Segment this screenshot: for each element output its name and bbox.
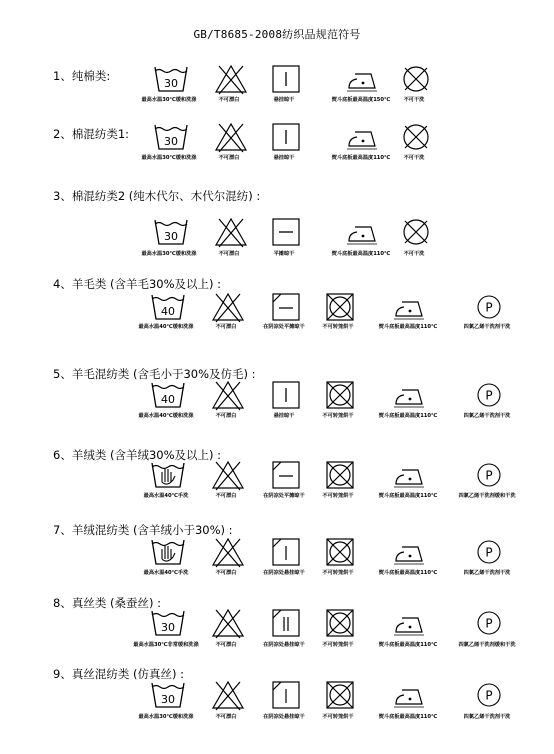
section-heading: 7、羊绒混纺类 (含羊绒小于30%) : bbox=[53, 523, 233, 537]
dryclean-solvent-letter: P bbox=[485, 545, 493, 560]
section-heading: 4、羊毛类 (含羊毛30%及以上) : bbox=[53, 277, 222, 291]
symbol-caption: 在阴凉处悬挂晾干 bbox=[263, 714, 305, 720]
symbol-caption: 熨斗底板最高温度110℃ bbox=[378, 570, 438, 576]
symbol-caption: 不可转笼烘干 bbox=[322, 493, 354, 499]
symbol-caption: 在阴凉处悬挂晾干 bbox=[263, 570, 305, 576]
symbol-caption: 最高水温30℃缓和洗涤 bbox=[141, 155, 197, 161]
symbol-caption: 悬挂晾干 bbox=[273, 155, 295, 161]
iron-dot-icon bbox=[390, 537, 430, 567]
symbol-caption: 熨斗底板最高温度110℃ bbox=[378, 714, 438, 720]
symbol-caption: 不可干洗 bbox=[403, 97, 425, 103]
no-tumble-icon bbox=[320, 380, 360, 410]
no-bleach-icon bbox=[208, 537, 248, 567]
iron-dot-icon bbox=[390, 608, 430, 638]
wash-temperature-value: 40 bbox=[161, 305, 175, 318]
symbol-caption: 不可漂白 bbox=[218, 97, 240, 103]
iron-dot-icon bbox=[390, 292, 430, 322]
wash-temperature-value: 30 bbox=[161, 621, 175, 634]
symbol-caption: 平摊晾干 bbox=[273, 251, 295, 257]
symbol-caption: 不可转笼烘干 bbox=[322, 714, 354, 720]
symbol-caption: 不可漂白 bbox=[218, 251, 240, 257]
iron-dot-icon bbox=[343, 217, 383, 247]
shade-drip-dry-icon bbox=[266, 680, 306, 710]
wash-temperature-value: 30 bbox=[164, 77, 178, 90]
no-bleach-icon bbox=[208, 608, 248, 638]
washtub-icon bbox=[148, 292, 188, 322]
iron-dot-icon bbox=[343, 64, 383, 94]
washtub-icon bbox=[151, 217, 191, 247]
no-dryclean-icon bbox=[396, 64, 436, 94]
symbol-caption: 最高水温40℃手洗 bbox=[143, 493, 189, 499]
no-tumble-icon bbox=[320, 537, 360, 567]
section-heading: 8、真丝类 (桑蚕丝) : bbox=[53, 596, 161, 610]
symbol-caption: 不可干洗 bbox=[403, 251, 425, 257]
no-bleach-icon bbox=[211, 64, 251, 94]
no-bleach-icon bbox=[208, 460, 248, 490]
no-bleach-icon bbox=[211, 217, 251, 247]
symbol-caption: 不可漂白 bbox=[218, 155, 240, 161]
symbol-caption: 四氯乙烯干洗剂缓和干洗 bbox=[458, 493, 516, 499]
drip-dry-icon bbox=[266, 64, 306, 94]
no-dryclean-icon bbox=[396, 122, 436, 152]
iron-dot-icon bbox=[390, 680, 430, 710]
dryclean-solvent-letter: P bbox=[485, 616, 493, 631]
washtub-icon bbox=[148, 608, 188, 638]
symbol-caption: 在阴凉处平摊晾干 bbox=[263, 324, 305, 330]
symbol-caption: 最高水温30℃缓和洗涤 bbox=[141, 251, 197, 257]
symbol-caption: 最高水温30℃缓和洗涤 bbox=[138, 714, 194, 720]
symbol-caption: 不可漂白 bbox=[215, 570, 237, 576]
drip-dry-icon bbox=[266, 122, 306, 152]
dryclean-p-icon bbox=[469, 292, 509, 322]
wash-temperature-value: 30 bbox=[164, 135, 178, 148]
section-heading: 3、棉混纺类2 (纯木代尔、木代尔混纺) : bbox=[53, 189, 261, 203]
symbol-caption: 不可转笼烘干 bbox=[322, 324, 354, 330]
flat-dry-icon bbox=[266, 217, 306, 247]
shade-flat-dry-icon bbox=[266, 460, 306, 490]
wash-temperature-value: 30 bbox=[161, 693, 175, 706]
symbol-caption: 不可漂白 bbox=[215, 642, 237, 648]
dryclean-p-icon bbox=[469, 608, 509, 638]
no-bleach-icon bbox=[208, 380, 248, 410]
shade-flat-dry-icon bbox=[266, 292, 306, 322]
washtub-icon bbox=[151, 64, 191, 94]
symbol-caption: 最高水温40℃缓和洗涤 bbox=[138, 413, 194, 419]
symbol-caption: 熨斗底板最高温度110℃ bbox=[378, 642, 438, 648]
symbol-caption: 熨斗底板最高温度110℃ bbox=[378, 324, 438, 330]
section-heading: 6、羊绒类 (含羊绒30%及以上) : bbox=[53, 448, 222, 462]
dryclean-p-icon bbox=[469, 680, 509, 710]
symbol-caption: 不可漂白 bbox=[215, 714, 237, 720]
no-bleach-icon bbox=[208, 680, 248, 710]
handwash-icon bbox=[148, 537, 188, 567]
symbol-caption: 在阴凉处悬挂晾干 bbox=[263, 642, 305, 648]
symbol-caption: 最高水温40℃手洗 bbox=[143, 570, 189, 576]
shade-drip-dry-icon bbox=[266, 537, 306, 567]
symbol-caption: 不可漂白 bbox=[215, 413, 237, 419]
drip-dry-icon bbox=[266, 380, 306, 410]
iron-dot-icon bbox=[390, 380, 430, 410]
symbol-caption: 熨斗底板最高温度110℃ bbox=[378, 493, 438, 499]
symbol-caption: 熨斗底板最高温度110℃ bbox=[331, 155, 391, 161]
washtub-icon bbox=[148, 380, 188, 410]
symbol-caption: 熨斗底板最高温度150℃ bbox=[331, 97, 391, 103]
symbol-caption: 最高水温40℃缓和洗涤 bbox=[138, 324, 194, 330]
no-tumble-icon bbox=[320, 460, 360, 490]
symbol-caption: 四氯乙烯干洗剂干洗 bbox=[463, 413, 511, 419]
symbol-caption: 在阴凉处平摊晾干 bbox=[263, 493, 305, 499]
section-heading: 5、羊毛混纺类 (含毛小于30%及仿毛) : bbox=[53, 367, 256, 381]
symbol-caption: 四氯乙烯干洗剂干洗 bbox=[463, 324, 511, 330]
symbol-caption: 不可漂白 bbox=[215, 493, 237, 499]
no-tumble-icon bbox=[320, 292, 360, 322]
symbol-caption: 四氯乙烯干洗剂干洗 bbox=[463, 714, 511, 720]
symbol-caption: 熨斗底板最高温度110℃ bbox=[331, 251, 391, 257]
symbol-caption: 不可漂白 bbox=[215, 324, 237, 330]
symbol-caption: 不可转笼烘干 bbox=[322, 413, 354, 419]
handwash-icon bbox=[148, 460, 188, 490]
dryclean-p-icon bbox=[469, 537, 509, 567]
iron-dot-icon bbox=[390, 460, 430, 490]
section-heading: 1、纯棉类: bbox=[53, 69, 111, 83]
page-title: GB/T8685-2008纺织品规范符号 bbox=[193, 28, 361, 41]
no-bleach-icon bbox=[208, 292, 248, 322]
dryclean-solvent-letter: P bbox=[485, 688, 493, 703]
symbol-caption: 四氯乙烯干洗剂缓和干洗 bbox=[458, 642, 516, 648]
symbol-caption: 不可转笼烘干 bbox=[322, 642, 354, 648]
symbol-caption: 悬挂晾干 bbox=[273, 97, 295, 103]
washtub-icon bbox=[151, 122, 191, 152]
section-heading: 2、棉混纺类1: bbox=[53, 127, 130, 141]
symbol-caption: 最高水温30℃缓和洗涤 bbox=[141, 97, 197, 103]
dryclean-solvent-letter: P bbox=[485, 388, 493, 403]
no-tumble-icon bbox=[320, 680, 360, 710]
symbol-caption: 熨斗底板最高温度110℃ bbox=[378, 413, 438, 419]
symbol-caption: 最高水温30℃非常缓和洗涤 bbox=[133, 642, 199, 648]
dryclean-solvent-letter: P bbox=[485, 468, 493, 483]
dryclean-solvent-letter: P bbox=[485, 300, 493, 315]
wash-temperature-value: 40 bbox=[161, 393, 175, 406]
symbol-caption: 悬挂晾干 bbox=[273, 413, 295, 419]
symbol-caption: 四氯乙烯干洗剂干洗 bbox=[463, 570, 511, 576]
symbol-caption: 不可干洗 bbox=[403, 155, 425, 161]
iron-dot-icon bbox=[343, 122, 383, 152]
no-dryclean-icon bbox=[396, 217, 436, 247]
washtub-icon bbox=[148, 680, 188, 710]
symbol-caption: 不可转笼烘干 bbox=[322, 570, 354, 576]
no-tumble-icon bbox=[320, 608, 360, 638]
shade-drip-dry2-icon bbox=[266, 608, 306, 638]
wash-temperature-value: 30 bbox=[164, 230, 178, 243]
dryclean-p-icon bbox=[469, 380, 509, 410]
section-heading: 9、真丝混纺类 (仿真丝) : bbox=[53, 667, 184, 681]
dryclean-p-icon bbox=[469, 460, 509, 490]
no-bleach-icon bbox=[211, 122, 251, 152]
